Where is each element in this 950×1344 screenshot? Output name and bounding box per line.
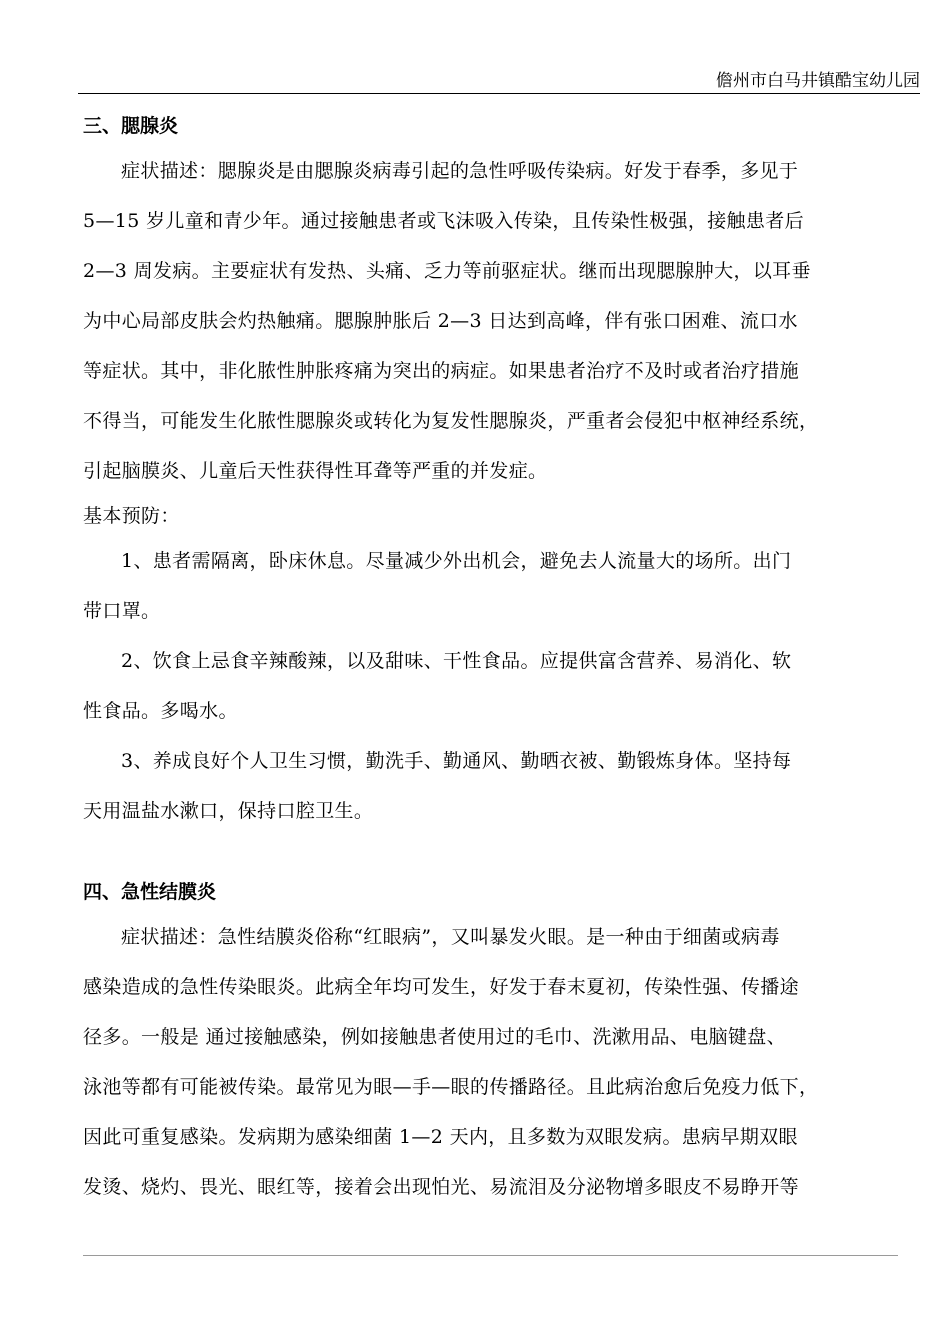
paragraph-line: 为中心局部皮肤会灼热触痛。腮腺肿胀后 2—3 日达到高峰，伴有张口困难、流口水 [83,310,798,332]
paragraph-line: 3、养成良好个人卫生习惯，勤洗手、勤通风、勤晒衣被、勤锻炼身体。坚持每 [121,750,792,772]
paragraph-line: 引起脑膜炎、儿童后天性获得性耳聋等严重的并发症。 [83,460,548,482]
prevention-label: 基本预防： [83,505,180,527]
footer-divider [83,1255,898,1256]
paragraph-line: 等症状。其中，非化脓性肿胀疼痛为突出的病症。如果患者治疗不及时或者治疗措施 [83,360,799,382]
paragraph-line: 感染造成的急性传染眼炎。此病全年均可发生，好发于春末夏初，传染性强、传播途 [83,976,799,998]
prevention-item [83,736,918,836]
header-divider [78,93,920,94]
header-org-name: 儋州市白马井镇酷宝幼儿园 [716,71,920,91]
paragraph-line: 因此可重复感染。发病期为感染细菌 1—2 天内，且多数为双眼发病。患病早期双眼 [83,1126,798,1148]
section-conjunctivitis [83,872,918,1212]
prevention-item [83,536,918,636]
section-gap [83,836,918,872]
section-heading: 三、腮腺炎 [83,115,179,137]
paragraph-line: 不得当，可能发生化脓性腮腺炎或转化为复发性腮腺炎，严重者会侵犯中枢神经系统， [83,410,819,432]
paragraph-line: 5—15 岁儿童和青少年。通过接触患者或飞沫吸入传染，且传染性极强，接触患者后 [83,210,804,232]
paragraph-line: 症状描述：急性结膜炎俗称“红眼病”，又叫暴发火眼。是一种由于细菌或病毒 [121,926,780,948]
paragraph-line: 泳池等都有可能被传染。最常见为眼—手—眼的传播路径。且此病治愈后免疫力低下， [83,1076,819,1098]
paragraph-line: 症状描述：腮腺炎是由腮腺炎病毒引起的急性呼吸传染病。好发于春季，多见于 [121,160,799,182]
section-mumps [83,106,918,836]
paragraph-line: 2、饮食上忌食辛辣酸辣，以及甜味、干性食品。应提供富含营养、易消化、软 [121,650,792,672]
paragraph-line: 2—3 周发病。主要症状有发热、头痛、乏力等前驱症状。继而出现腮腺肿大，以耳垂 [83,260,811,282]
paragraph-line: 发烫、烧灼、畏光、眼红等，接着会出现怕光、易流泪及分泌物增多眼皮不易睁开等 [83,1176,799,1198]
prevention-item [83,636,918,736]
document-body [83,106,918,1212]
paragraph-line: 带口罩。 [83,600,161,622]
paragraph-line: 性食品。多喝水。 [83,700,238,722]
paragraph-line: 天用温盐水漱口，保持口腔卫生。 [83,800,374,822]
paragraph-line: 1、患者需隔离，卧床休息。尽量减少外出机会，避免去人流量大的场所。出门 [121,550,792,572]
paragraph-line: 径多。一般是 通过接触感染，例如接触患者使用过的毛巾、洗漱用品、电脑键盘、 [83,1026,786,1048]
section-heading: 四、急性结膜炎 [83,881,217,903]
